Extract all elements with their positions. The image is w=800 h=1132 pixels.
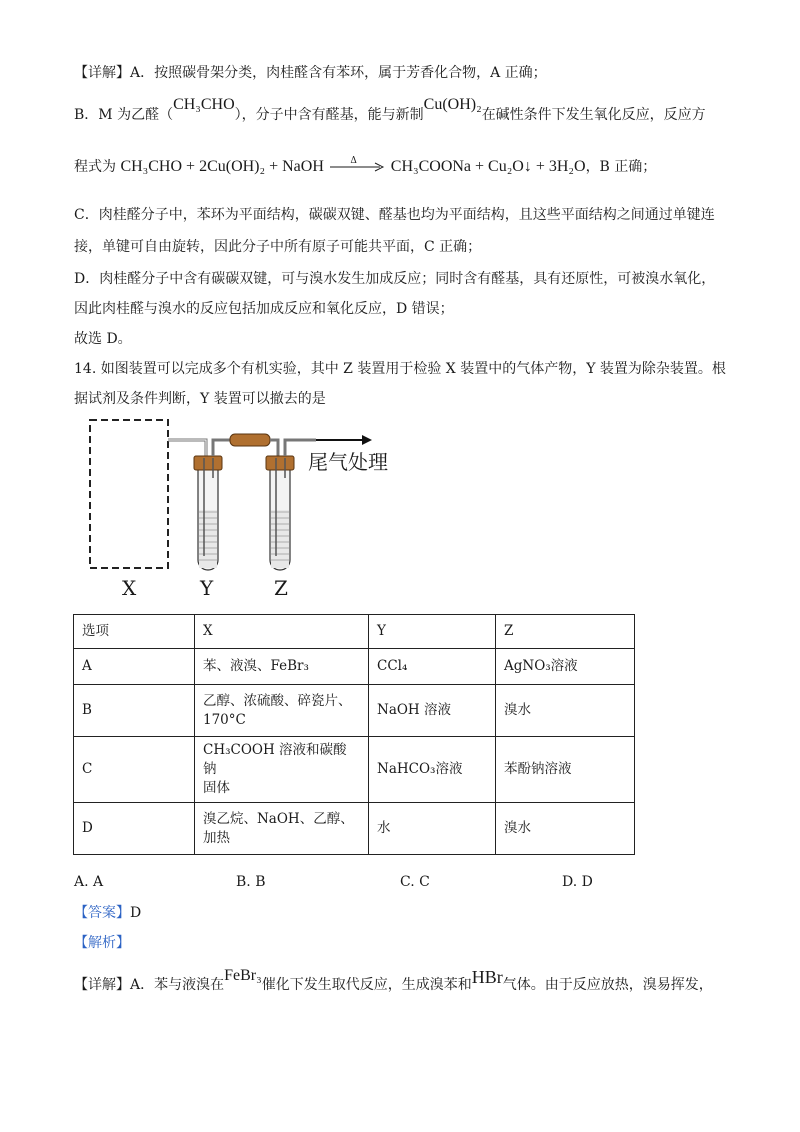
text-segment: ），分子中含有醛基，能与新制: [234, 107, 424, 123]
tube-z: [266, 456, 294, 570]
option-a: A. A: [74, 874, 104, 890]
table-cell: 水: [369, 803, 496, 855]
text-segment: ，B 正确；: [585, 159, 657, 175]
table-cell: C: [74, 737, 195, 803]
text-segment: A．苯与液溴在: [130, 977, 225, 993]
analysis-tag: 【解析】: [74, 935, 130, 951]
rubber-tube: [230, 434, 270, 446]
reaction-arrow: [328, 156, 386, 174]
equation-rhs: CH₃COONa + Cu₂O↓ + 3H₂O: [390, 158, 586, 175]
table-cell: B: [74, 685, 195, 737]
final-explanation: [74, 967, 713, 996]
table-cell: 苯酚钠溶液: [496, 737, 635, 803]
text-segment: B．M 为乙醛（: [74, 107, 174, 123]
table-cell: 乙醇、浓硫酸、碎瓷片、 170°C: [195, 685, 369, 737]
tube-y: [194, 456, 222, 570]
question-14-line1: 14. 如图装置可以完成多个有机实验，其中 Z 装置用于检验 X 装置中的气体产物，Y 装置为除杂装置。根: [74, 361, 726, 377]
heat-condition: Δ: [350, 156, 357, 166]
option-b: B. B: [236, 874, 266, 890]
febr3-formula: FeBr₃: [224, 967, 262, 984]
text-segment: 在碱性条件下发生氧化反应，反应方: [481, 107, 706, 123]
table-row: [74, 649, 635, 685]
table-row: [74, 737, 635, 803]
table-row: [74, 685, 635, 737]
text-segment: 催化下发生取代反应，生成溴苯和: [261, 977, 472, 993]
table-cell: 溴水: [496, 685, 635, 737]
cuoh2-formula: Cu(OH)₂: [423, 96, 482, 113]
exhaust-arrow: [362, 435, 372, 445]
label-y: Y: [200, 576, 214, 600]
option-d: D. D: [562, 874, 593, 890]
answer-value: D: [130, 905, 142, 921]
table-cell: D: [74, 803, 195, 855]
table-cell: A: [74, 649, 195, 685]
options-table: [73, 614, 635, 855]
answer-tag: 【答案】: [74, 905, 130, 921]
paragraph-c-line1: C．肉桂醛分子中，苯环为平面结构，碳碳双键、醛基也均为平面结构，且这些平面结构之间通过单键连: [74, 207, 715, 223]
header-cell: Y: [369, 615, 496, 649]
paragraph-a-text: A．按照碳骨架分类，肉桂醛含有苯环，属于芳香化合物，A 正确；: [130, 65, 547, 81]
paragraph-a: [74, 62, 547, 84]
explain-tag: 【详解】: [74, 65, 130, 81]
table-cell: CCl₄: [369, 649, 496, 685]
option-c: C. C: [400, 874, 430, 890]
table-cell: AgNO₃溶液: [496, 649, 635, 685]
answer-line: [74, 902, 141, 924]
table-row: [74, 803, 635, 855]
header-cell: Z: [496, 615, 635, 649]
explain-tag: 【详解】: [74, 977, 130, 993]
paragraph-d-line1: D．肉桂醛分子中含有碳碳双键，可与溴水发生加成反应；同时含有醛基，具有还原性，可被溴水氧化，: [74, 271, 716, 287]
header-cell: 选项: [74, 615, 195, 649]
table-cell: CH₃COOH 溶液和碳酸钠 固体: [195, 737, 369, 803]
apparatus-diagram: [80, 418, 420, 608]
acetaldehyde-formula: CH₃CHO: [173, 96, 235, 113]
hbr-formula: HBr: [471, 967, 503, 987]
conclusion: 故选 D。: [74, 331, 132, 347]
table-cell: 溴水: [496, 803, 635, 855]
equation-line: [74, 156, 656, 178]
text-segment: 程式为: [74, 159, 116, 175]
header-cell: X: [195, 615, 369, 649]
paragraph-b-line1: [74, 96, 706, 126]
table-header-row: [74, 615, 635, 649]
equation-lhs: CH₃CHO + 2Cu(OH)₂ + NaOH: [120, 158, 324, 175]
table-cell: NaHCO₃溶液: [369, 737, 496, 803]
label-x: X: [122, 576, 137, 600]
table-cell: NaOH 溶液: [369, 685, 496, 737]
paragraph-d-line2: 因此肉桂醛与溴水的反应包括加成反应和氧化反应，D 错误；: [74, 301, 454, 317]
label-z: Z: [274, 576, 288, 600]
text-segment: 气体。由于反应放热，溴易挥发，: [502, 977, 713, 993]
table-cell: 溴乙烷、NaOH、乙醇、 加热: [195, 803, 369, 855]
paragraph-c-line2: 接，单键可自由旋转，因此分子中所有原子可能共平面，C 正确；: [74, 239, 482, 255]
table-cell: 苯、液溴、FeBr₃: [195, 649, 369, 685]
x-dashed-box: [90, 420, 168, 568]
exhaust-label: 尾气处理: [308, 450, 388, 474]
question-14-line2: 据试剂及条件判断，Y 装置可以撤去的是: [74, 391, 326, 407]
